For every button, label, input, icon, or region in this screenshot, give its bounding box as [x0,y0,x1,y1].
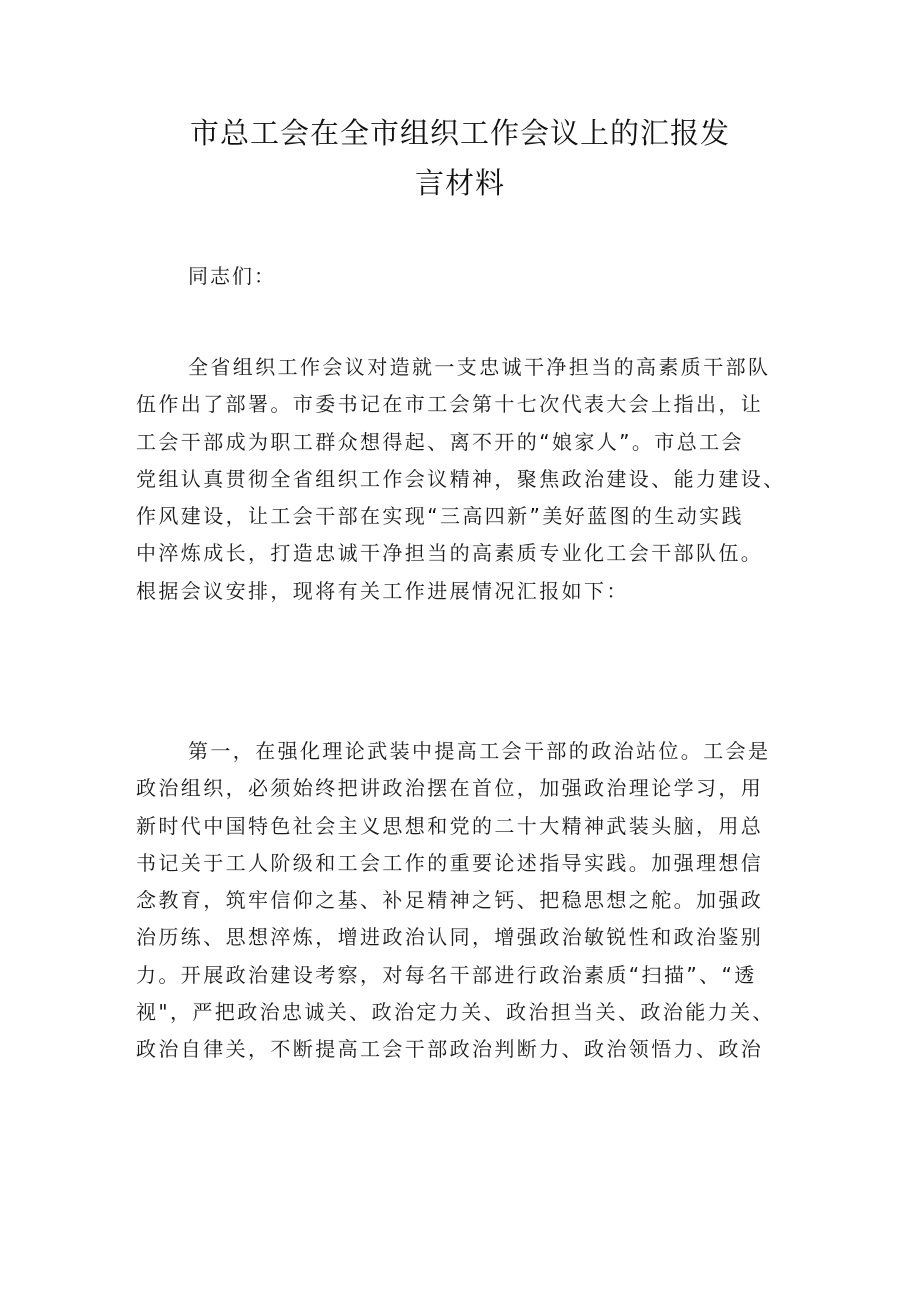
paragraph-line: 全省组织工作会议对造就一支忠诚干净担当的高素质干部队 [188,355,771,379]
paragraph-line: 根据会议安排，现将有关工作进展情况汇报如下： [136,578,629,603]
paragraph-line: 视"，严把政治忠诚关、政治定力关、政治担当关、政治能力关、 [136,1000,775,1025]
paragraph-line: 书记关于工人阶级和工会工作的重要论述指导实践。加强理想信 [136,850,764,875]
salutation: 同志们： [188,264,276,288]
paragraph-line: 伍作出了部署。市委书记在市工会第十七次代表大会上指出，让 [136,392,764,417]
paragraph-first-point [136,733,820,1069]
paragraph-line: 治历练、思想淬炼，增进政治认同，增强政治敏锐性和政治鉴别 [136,925,764,950]
paragraph-line: 工会干部成为职工群众想得起、离不开的“娘家人”。市总工会 [136,429,744,454]
paragraph-line: 中淬炼成长，打造忠诚干净担当的高素质专业化工会干部队伍。 [136,541,764,566]
paragraph-line: 新时代中国特色社会主义思想和党的二十大精神武装头脑，用总 [136,813,764,838]
paragraph-line: 力。开展政治建设考察，对每名干部进行政治素质“扫描”、“透 [136,962,757,987]
title-line-1: 市总工会在全市组织工作会议上的汇报发 [189,116,730,150]
paragraph-line: 政治自律关，不断提高工会干部政治判断力、政治领悟力、政治 [136,1037,764,1062]
paragraph-line: 政治组织，必须始终把讲政治摆在首位，加强政治理论学习，用 [136,776,764,801]
paragraph-line: 第一，在强化理论武装中提高工会干部的政治站位。工会是 [188,739,771,763]
document-title [120,108,800,208]
title-line-2: 言材料 [414,166,505,200]
paragraph-line: 念教育，筑牢信仰之基、补足精神之钙、把稳思想之舵。加强政 [136,888,764,913]
paragraph-line: 党组认真贯彻全省组织工作会议精神，聚焦政治建设、能力建设、 [136,466,786,491]
paragraph-line: 作风建设，让工会干部在实现“三高四新”美好蓝图的生动实践 [136,504,744,529]
paragraph-intro [136,349,820,610]
